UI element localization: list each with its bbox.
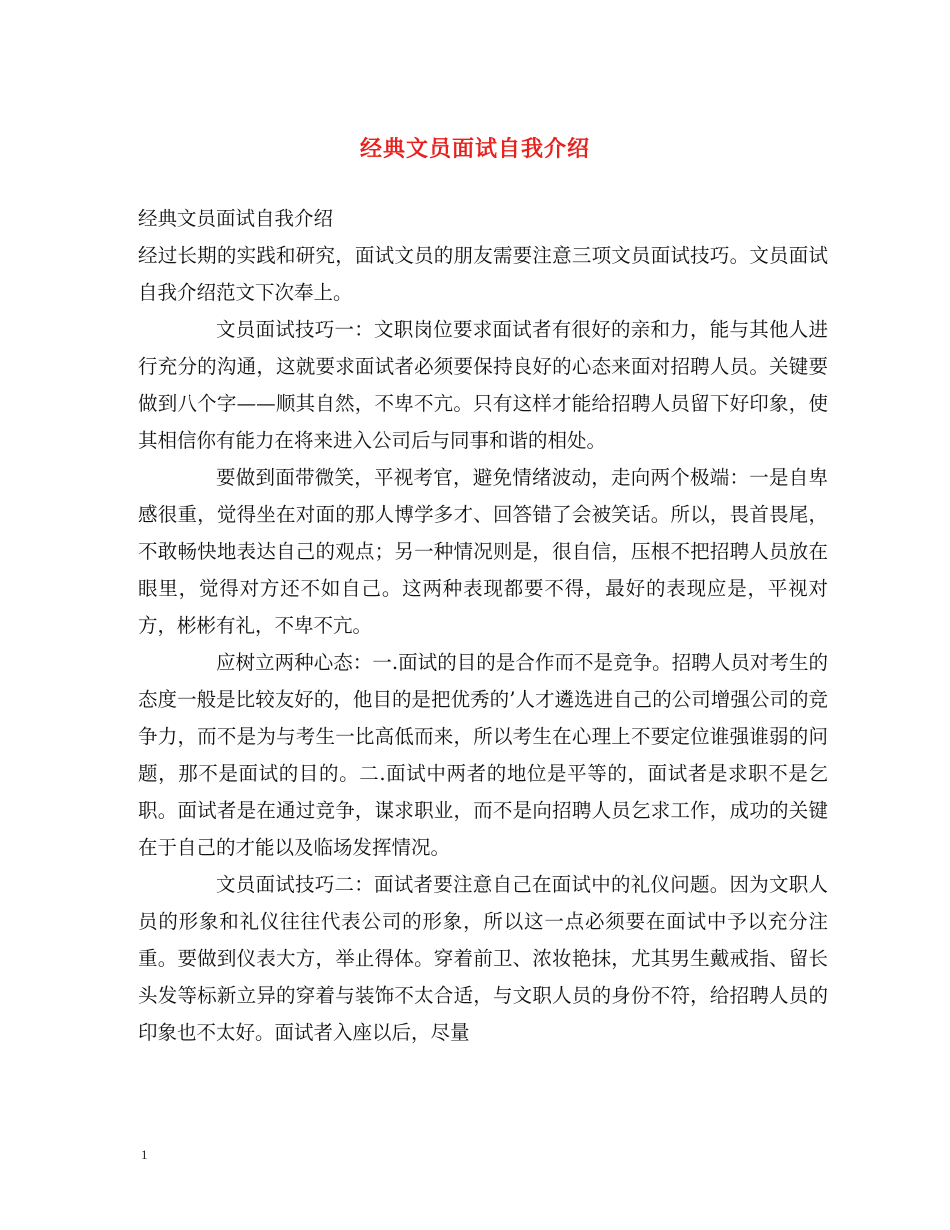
paragraph-tip-two: 文员面试技巧二：面试者要注意自己在面试中的礼仪问题。因为文职人员的形象和礼仪往往代表公司的形象，所以这一点必须要在面试中予以充分注重。要做到仪表大方，举止得体。穿着前卫、浓妆艳抹，尤其男生戴戒指、留长头发等标新立异的穿着与装饰不太合适，与文职人员的身份不符，给招聘人员的印象也不太好。面试者入座以后，尽量 — [138, 873, 828, 1044]
document-body — [138, 200, 828, 1051]
paragraph-mindset: 应树立两种心态：一.面试的目的是合作而不是竞争。招聘人员对考生的态度一般是比较友好的，他目的是把优秀的’人才遴选进自己的公司增强公司的竞争力，而不是为与考生一比高低而来，所以考生在心理上不要定位谁强谁弱的问题，那不是面试的目的。二.面试中两者的地位是平等的，面试者是求职不是乞职。面试者是在通过竞争，谋求职业，而不是向招聘人员乞求工作，成功的关键在于自己的才能以及临场发挥情况。 — [138, 651, 828, 859]
document-title: 经典文员面试自我介绍 — [359, 137, 590, 162]
paragraph-tip-one: 文员面试技巧一：文职岗位要求面试者有很好的亲和力，能与其他人进行充分的沟通，这就要求面试者必须要保持良好的心态来面对招聘人员。关键要做到八个字——顺其自然，不卑不亢。只有这样才能给招聘人员留下好印象，使其相信你有能力在将来进入公司后与同事和谐的相处。 — [138, 318, 828, 452]
page-number: 1 — [141, 1147, 148, 1162]
paragraph-smile: 要做到面带微笑，平视考官，避免情绪波动，走向两个极端：一是自卑感很重，觉得坐在对面的那人博学多才、回答错了会被笑话。所以，畏首畏尾，不敢畅快地表达自己的观点；另一种情况则是，很自信，压根不把招聘人员放在眼里，觉得对方还不如自己。这两种表现都要不得，最好的表现应是，平视对方，彬彬有礼，不卑不亢。 — [138, 466, 828, 637]
paragraph-intro: 经过长期的实践和研究，面试文员的朋友需要注意三项文员面试技巧。文员面试自我介绍范文下次奉上。 — [138, 244, 828, 304]
paragraph-heading: 经典文员面试自我介绍 — [138, 207, 334, 230]
